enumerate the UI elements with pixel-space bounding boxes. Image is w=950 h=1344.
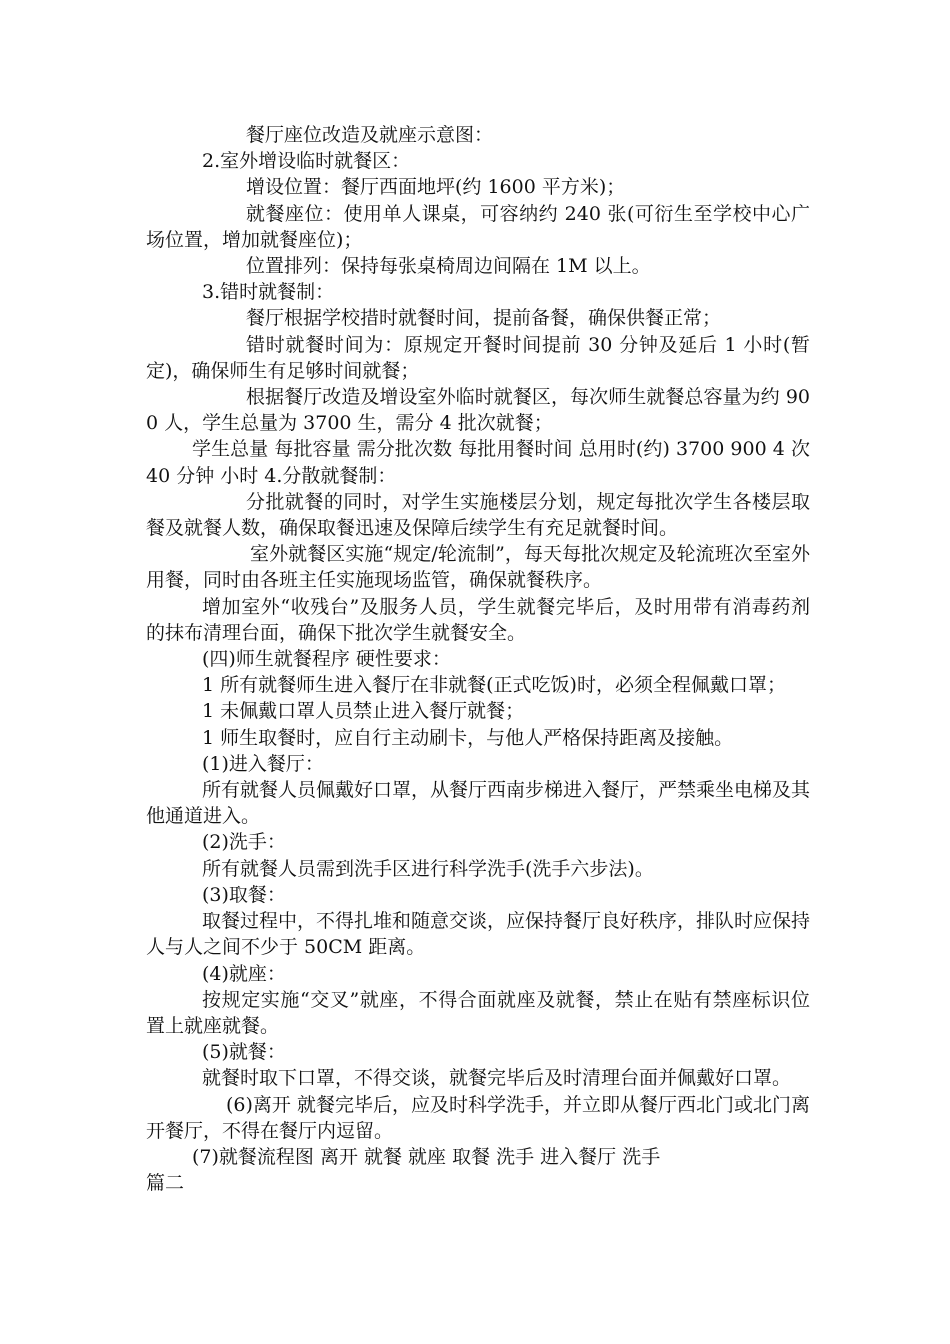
rule-no-mask-no-entry: 1 未佩戴口罩人员禁止进入餐厅就餐； bbox=[202, 700, 525, 723]
step-eat-heading: (5)就餐： bbox=[202, 1041, 286, 1064]
step-flowchart: (7)就餐流程图 离开 就餐 就座 取餐 洗手 进入餐厅 洗手 bbox=[192, 1145, 661, 1168]
paragraph-waste-station: 增加室外“收残台”及服务人员，学生就餐完毕后，及时用带有消毒药剂的抹布清理台面，确保下批次学生就餐安全。 bbox=[146, 595, 810, 644]
paragraph-location: 增设位置：餐厅西面地坪(约 1600 平方米)； bbox=[246, 176, 626, 199]
paragraph-seats: 就餐座位：使用单人课桌，可容纳约 240 张(可衍生至学校中心广场位置，增加就餐座位)； bbox=[146, 202, 810, 251]
paragraph-rotation: 室外就餐区实施“规定/轮流制”，每天每批次规定及轮流班次至室外用餐，同时由各班主任实施现场监管，确保就餐秩序。 bbox=[146, 543, 810, 592]
step-enter-text: 所有就餐人员佩戴好口罩，从餐厅西南步梯进入餐厅，严禁乘坐电梯及其他通道进入。 bbox=[146, 779, 811, 828]
paragraph-capacity: 根据餐厅改造及增设室外临时就餐区，每次师生就餐总容量为约 900 人，学生总量为 3700 生，需分 4 批次就餐； bbox=[146, 386, 810, 435]
step-leave-text: (6)离开 就餐完毕后，应及时科学洗手，并立即从餐厅西北门或北门离开餐厅，不得在餐厅内逗留。 bbox=[146, 1093, 810, 1142]
step-take-meal-heading: (3)取餐： bbox=[202, 883, 286, 906]
document-body bbox=[146, 122, 810, 1196]
section-label: 篇二 bbox=[146, 1172, 185, 1195]
paragraph-prepare-meals: 餐厅根据学校措时就餐时间，提前备餐，确保供餐正常； bbox=[246, 307, 722, 330]
paragraph-seat-diagram: 餐厅座位改造及就座示意图： bbox=[246, 124, 494, 146]
step-wash-heading: (2)洗手： bbox=[202, 831, 286, 854]
step-enter-heading: (1)进入餐厅： bbox=[202, 752, 324, 775]
heading-outdoor-dining: 2.室外增设临时就餐区： bbox=[202, 150, 411, 173]
heading-dining-procedure: (四)师生就餐程序 硬性要求： bbox=[202, 648, 451, 671]
rule-swipe-card: 1 师生取餐时，应自行主动刷卡，与他人严格保持距离及接触。 bbox=[202, 726, 734, 749]
step-wash-text: 所有就餐人员需到洗手区进行科学洗手(洗手六步法)。 bbox=[202, 857, 654, 880]
step-seat-text: 按规定实施“交叉”就座，不得合面就座及就餐，禁止在贴有禁座标识位置上就座就餐。 bbox=[146, 988, 810, 1037]
paragraph-floor-division: 分批就餐的同时，对学生实施楼层分划，规定每批次学生各楼层取餐及就餐人数，确保取餐迅速及保障后续学生有充足就餐时间。 bbox=[146, 490, 810, 540]
paragraph-arrangement: 位置排列：保持每张桌椅周边间隔在 1M 以上。 bbox=[246, 255, 651, 278]
paragraph-dining-time: 错时就餐时间为：原规定开餐时间提前 30 分钟及延后 1 小时(暂定)，确保师生有足够时间就餐； bbox=[146, 333, 810, 382]
rule-wear-mask: 1 所有就餐师生进入餐厅在非就餐(正式吃饭)时，必须全程佩戴口罩； bbox=[202, 674, 786, 697]
heading-staggered-dining: 3.错时就餐制： bbox=[202, 281, 335, 304]
step-seat-heading: (4)就座： bbox=[202, 962, 286, 985]
paragraph-batch-table: 学生总量 每批容量 需分批次数 每批用餐时间 总用时(约) 3700 900 4 次 40 分钟 小时 4.分散就餐制： bbox=[146, 438, 810, 487]
step-eat-text: 就餐时取下口罩，不得交谈，就餐完毕后及时清理台面并佩戴好口罩。 bbox=[202, 1067, 792, 1090]
step-take-meal-text: 取餐过程中，不得扎堆和随意交谈，应保持餐厅良好秩序，排队时应保持人与人之间不少于 50CM 距离。 bbox=[146, 910, 811, 959]
